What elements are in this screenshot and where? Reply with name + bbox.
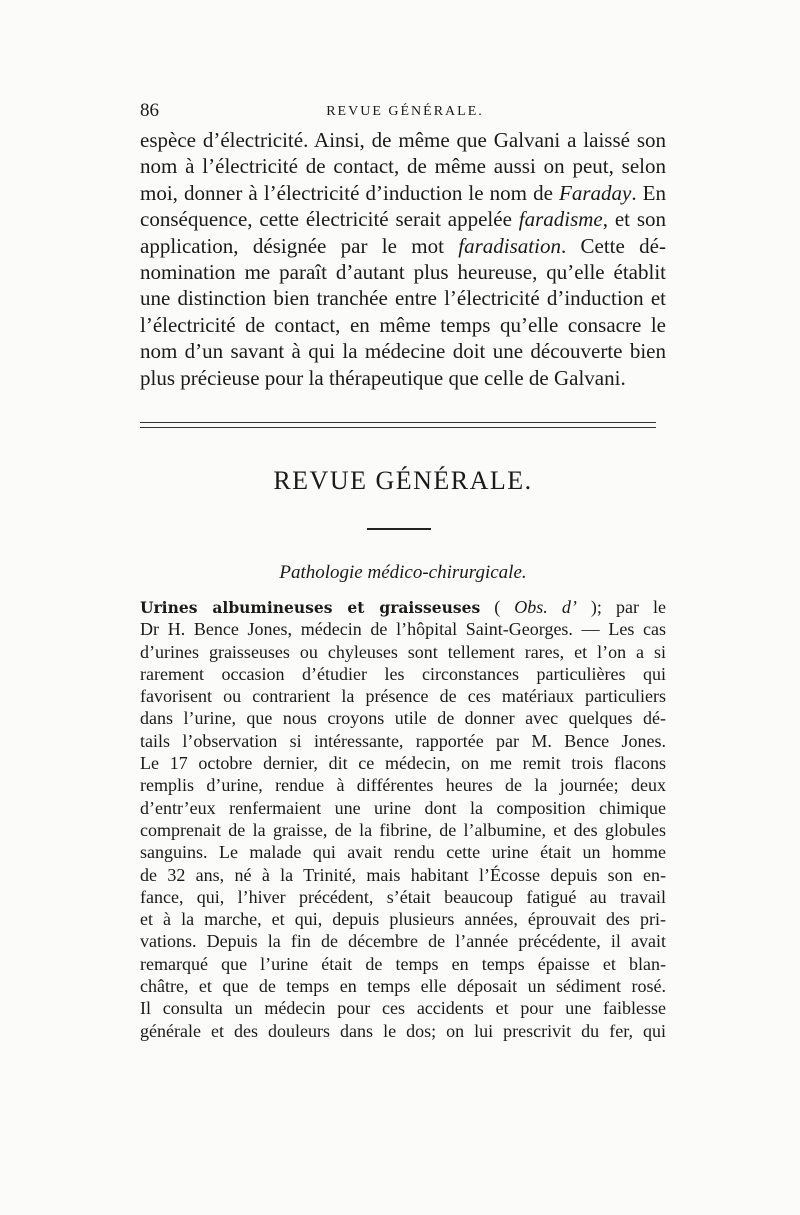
text-line: nom à l’électricité de contact, de même aussi on peut, selon: [140, 154, 666, 179]
text-line: nomination me paraît d’autant plus heureuse, qu’elle établit: [140, 259, 666, 284]
running-title: REVUE GÉNÉRALE.: [326, 104, 484, 119]
text-line: et à la marche, et qui, depuis plusieurs années, éprouvait des pri-: [140, 909, 666, 930]
running-head: [140, 100, 670, 126]
article-lead-line: [140, 596, 666, 618]
text-line: châtre, et que de temps en temps elle déposait un sédiment rosé.: [140, 976, 666, 997]
text-line: comprenait de la graisse, de la fibrine, de l’albumine, et des globules: [140, 819, 666, 840]
text-line: générale et des douleurs dans le dos; on lui prescrivit du fer, qui: [140, 1020, 666, 1041]
text-line: dans l’urine, que nous croyons utile de donner avec quelques dé-: [140, 708, 666, 729]
text-line: application, désignée par le mot faradisation. Cette dé-: [140, 233, 666, 258]
paragraph-faradisation: [140, 127, 666, 391]
text-line: Dr H. Bence Jones, médecin de l’hôpital Saint-Georges. — Les cas: [140, 619, 666, 640]
text-line: d’entr’eux renfermaient une urine dont la composition chimique: [140, 797, 666, 818]
text-line: d’urines graisseuses ou chyleuses sont tellement rares, et l’on a si: [140, 641, 666, 662]
text-line: conséquence, cette électricité serait appelée faradisme, et son: [140, 207, 666, 232]
text-line: sanguins. Le malade qui avait rendu cette urine était un homme: [140, 842, 666, 863]
text-line: remplis d’urine, rendue à différentes heures de la journée; deux: [140, 775, 666, 796]
text-line: de 32 ans, né à la Trinité, mais habitant l’Écosse depuis son en-: [140, 864, 666, 885]
page-number: 86: [140, 100, 159, 121]
text-line: plus précieuse pour la thérapeutique que celle de Galvani.: [140, 365, 626, 390]
text-line: nom d’un savant à qui la médecine doit une découverte bien: [140, 339, 666, 364]
text-line: Le 17 octobre dernier, dit ce médecin, on me remit trois flacons: [140, 753, 666, 774]
section-subtitle: Pathologie médico-chirurgicale.: [279, 562, 527, 583]
section-title: REVUE GÉNÉRALE.: [273, 466, 533, 495]
title-rule: [367, 528, 431, 530]
article-lead-title: Urines albumineuses et graisseuses: [140, 598, 481, 617]
section-divider: [140, 422, 656, 428]
text-line: favorisent ou contrarient la présence de ces matériaux particuliers: [140, 686, 666, 707]
article-lead-rest: ( Obs. d’ ); par le: [480, 597, 666, 617]
text-line: une distinction bien tranchée entre l’électricité d’induction et: [140, 286, 666, 311]
text-line: remarqué que l’urine était de temps en temps épaisse et blan-: [140, 953, 666, 974]
text-line: fance, qui, l’hiver précédent, s’était beaucoup fatigué au travail: [140, 886, 666, 907]
text-line: moi, donner à l’électricité d’induction le nom de Faraday. En: [140, 180, 666, 205]
article-urines: [140, 596, 666, 1042]
text-line: l’électricité de contact, en même temps qu’elle consacre le: [140, 312, 666, 337]
text-line: vations. Depuis la fin de décembre de l’année précédente, il avait: [140, 931, 666, 952]
text-line: espèce d’électricité. Ainsi, de même que Galvani a laissé son: [140, 128, 666, 152]
text-line: tails l’observation si intéressante, rapportée par M. Bence Jones.: [140, 730, 666, 751]
text-line: Il consulta un médecin pour ces accidents et pour une faiblesse: [140, 998, 666, 1019]
text-line: rarement occasion d’étudier les circonstances particulières qui: [140, 663, 666, 684]
